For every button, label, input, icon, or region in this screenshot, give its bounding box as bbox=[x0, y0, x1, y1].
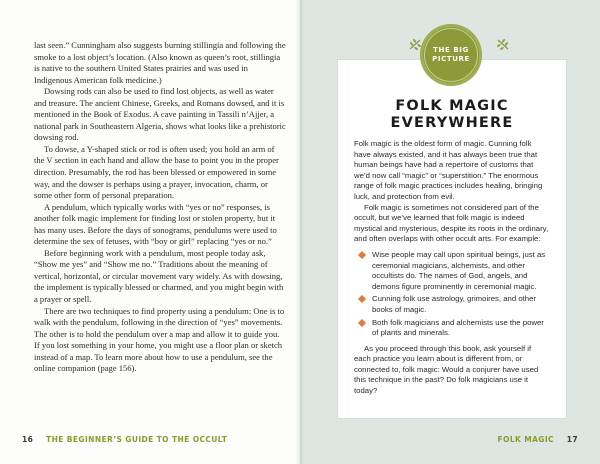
leaf-sprig-icon bbox=[494, 36, 510, 52]
bullet-text: Cunning folk use astrology, grimoires, and other books of magic. bbox=[372, 294, 536, 314]
left-paragraph: To dowse, a Y-shaped stick or rod is often used; you hold an arm of the V section in each hand and allow the base to point you in the proper direction. Presumably, the rod has been blessed or empowered in some way, and the dowser is perhaps using a prayer, invocation, charm, or some other form of personal preparation. bbox=[34, 143, 279, 201]
badge-ring bbox=[424, 28, 478, 82]
left-paragraph: Before beginning work with a pendulum, most people today ask, “Show me yes” and “Show me no.” Traditions about the meaning of vertical, horizontal, or circular movement vary widely. As with dowsing, the implement is typically blessed or charmed, and you might begin with a prayer or spell. bbox=[34, 247, 284, 305]
right-page-number: 17 bbox=[566, 435, 578, 444]
card-title-line-1: FOLK MAGIC bbox=[395, 98, 509, 114]
right-footer bbox=[498, 435, 578, 444]
bullet-text: Both folk magicians and alchemists use the power of plants and minerals. bbox=[372, 317, 544, 338]
diamond-bullet-icon bbox=[358, 295, 366, 303]
left-paragraph: There are two techniques to find property using a pendulum: One is to walk with the pendulum, following in the direction of “yes” movements. The other is to hold the pendulum over a map and allow it to guide you. If you lost something in your home, you might use a floor plan or sketch instead of a map. To learn more about how to use a pendulum, see the online companion (page 156). bbox=[34, 305, 285, 374]
list-item bbox=[354, 294, 550, 315]
left-body-text bbox=[34, 40, 286, 375]
left-paragraph: A pendulum, which typically works with “yes or no” responses, is another folk magic implement for finding lost or stolen property, but it has many uses. Before the days of sonograms, pendulums were used to determine the sex of fetuses, with “boy or girl” replacing “yes or no.” bbox=[34, 201, 277, 247]
diamond-bullet-icon bbox=[358, 251, 366, 259]
badge-line-2: PICTURE bbox=[432, 55, 470, 63]
bullet-text: Wise people may call upon spiritual beings, just as ceremonial magicians, alchemists, and other occultists do. The names of God, angels, and demons figure prominently in ceremonial magic. bbox=[372, 249, 546, 291]
book-gutter bbox=[296, 0, 304, 464]
card-paragraph: Folk magic is sometimes not considered part of the occult, but we’ve learned that folk magic is indeed mystical and mysterious, despite its roots in the ordinary, and often overlaps with other occult arts. For example: bbox=[354, 202, 549, 244]
card-intro: Folk magic is the oldest form of magic. Cunning folk have always existed, and it has always been true that human beings have had a repertoire of customs that we’d now call “magic” or “superstition.” The enormous range of folk magic practices includes healing, bringing luck, and protection from evil. bbox=[354, 139, 543, 201]
left-footer bbox=[22, 435, 227, 444]
diamond-bullet-icon bbox=[358, 319, 366, 327]
card-title-line-2: EVERYWHERE bbox=[390, 115, 514, 131]
badge-line-1: THE BIG bbox=[433, 46, 469, 54]
card-closing: As you proceed through this book, ask yourself if each practice you learn about is different from, or connected to, folk magic: Would a conjurer have used this technique in the past? Do folk magicians use it today? bbox=[354, 343, 539, 396]
card-title bbox=[338, 98, 566, 132]
list-item bbox=[354, 318, 550, 339]
big-picture-badge bbox=[420, 24, 482, 86]
left-paragraph: Dowsing rods can also be used to find lost objects, as well as water and treasure. The ancient Chinese, Greeks, and Romans dowsed, and it is mentioned in the Book of Exodus. A cave painting in Tassili n’Ajjer, a national park in Southeastern Algeria, shows what looks like a prehistoric dowsing rod. bbox=[34, 86, 286, 143]
left-page-number: 16 bbox=[22, 435, 34, 444]
right-running-title: FOLK MAGIC bbox=[497, 435, 554, 444]
card-bullet-list bbox=[354, 250, 550, 339]
left-paragraph: last seen.” Cunningham also suggests burning stillingia and following the smoke to a lost object’s location. (Also known as queen’s root, stillingia is native to the southern United States prairies and was used in Indigenous American folk medicine.) bbox=[34, 40, 286, 85]
left-running-title: THE BEGINNER’S GUIDE TO THE OCCULT bbox=[46, 435, 228, 444]
list-item bbox=[354, 250, 550, 292]
card-body-text bbox=[354, 139, 550, 397]
